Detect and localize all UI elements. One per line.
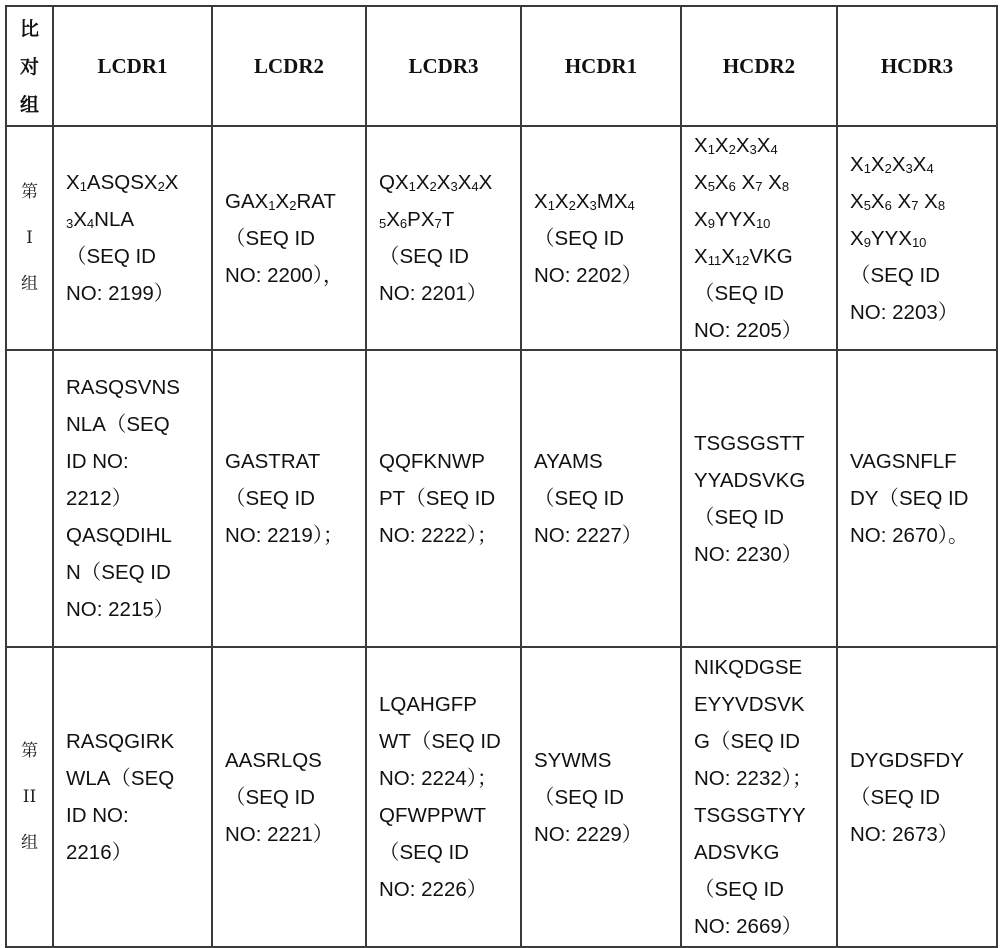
sequence-line: 2216） — [66, 841, 133, 864]
group-label-cell — [6, 126, 53, 350]
sequence-line: NO: 2222）； — [379, 524, 498, 547]
sequence-line: ADSVKG — [694, 841, 780, 864]
header-char: 组 — [19, 94, 39, 116]
sequence-line: $X_{11}X_{12}VKG$ — [694, 245, 793, 268]
sequence-line: NO: 2202） — [534, 263, 643, 287]
table-row — [6, 350, 997, 647]
group-label-char: 组 — [21, 833, 38, 853]
sequence-line: $GAX_1X_2RAT$ — [225, 189, 336, 213]
header-comparison-group — [6, 6, 53, 126]
sequence-line: NO: 2224）； — [379, 767, 498, 790]
cell-hcdr1 — [521, 350, 681, 647]
sequence-line: LQAHGFP — [379, 693, 477, 716]
sequence-line: NO: 2221） — [225, 822, 334, 846]
sequence-line: （SEQ ID — [225, 487, 315, 510]
sequence-line: TSGSGSTT — [694, 431, 805, 455]
cell-lcdr2 — [212, 647, 366, 947]
sequence-line: AASRLQS — [225, 748, 322, 772]
sequence-line: （SEQ ID — [534, 226, 624, 250]
sequence-line: NO: 2203） — [850, 300, 959, 324]
cell-lcdr1 — [53, 126, 212, 350]
group-label-cell — [6, 647, 53, 947]
header-char: 对 — [19, 56, 39, 78]
sequence-line: NIKQDGSE — [694, 656, 803, 679]
sequence-line: （SEQ ID — [379, 245, 469, 268]
sequence-line: NO: 2219）； — [225, 524, 344, 547]
sequence-line: WT（SEQ ID — [379, 730, 501, 753]
sequence-line: QQFKNWP — [379, 450, 485, 473]
cdr-comparison-table — [5, 5, 998, 948]
sequence-line: NO: 2670）。 — [850, 524, 969, 547]
cell-hcdr1 — [521, 126, 681, 350]
sequence-line: RASQGIRK — [66, 730, 175, 753]
sequence-line: （SEQ ID — [379, 841, 469, 864]
sequence-line: （SEQ ID — [66, 245, 156, 268]
sequence-line: TSGSGTYY — [694, 804, 806, 827]
group-label-char: 第 — [21, 182, 38, 202]
sequence-line: NO: 2232）； — [694, 767, 813, 790]
sequence-line: NO: 2215） — [66, 598, 175, 621]
sequence-line: DYGDSFDY — [850, 748, 964, 772]
sequence-line: YYADSVKG — [694, 468, 806, 492]
sequence-line: （SEQ ID — [694, 282, 784, 305]
sequence-line: $X_5X_6$ $X_7$ $X_8$ — [850, 189, 946, 213]
sequence-line: NO: 2230） — [694, 542, 803, 566]
cell-hcdr3 — [837, 126, 997, 350]
cell-lcdr1 — [53, 350, 212, 647]
sequence-line: （SEQ ID — [694, 878, 784, 901]
sequence-line: NO: 2227） — [534, 524, 643, 547]
sequence-line: SYWMS — [534, 748, 612, 772]
sequence-line: 2212） — [66, 487, 133, 510]
header-hcdr1: HCDR1 — [521, 6, 681, 126]
sequence-line: $QX_1X_2X_3X_4X$ — [379, 171, 493, 194]
sequence-line: （SEQ ID — [534, 785, 624, 809]
sequence-line: （SEQ ID — [850, 263, 940, 287]
cell-hcdr2 — [681, 126, 837, 350]
sequence-line: （SEQ ID — [850, 785, 940, 809]
group-label-char: I — [26, 228, 33, 248]
sequence-line: NO: 2229） — [534, 822, 643, 846]
sequence-line: $X_9YYX_{10}$ — [850, 226, 927, 250]
sequence-line: WLA（SEQ — [66, 767, 175, 790]
sequence-line: N（SEQ ID — [66, 561, 171, 584]
sequence-line: PT（SEQ ID — [379, 487, 496, 510]
cell-hcdr3 — [837, 350, 997, 647]
header-char: 比 — [19, 18, 39, 40]
group-label-char: 组 — [21, 274, 38, 294]
sequence-line: $_3X_4NLA$ — [66, 208, 135, 231]
sequence-line: $X_1X_2X_3X_4$ — [850, 152, 934, 176]
group-label-char: II — [22, 787, 37, 807]
cell-lcdr2 — [212, 126, 366, 350]
sequence-line: NO: 2673） — [850, 822, 959, 846]
sequence-line: AYAMS — [534, 450, 603, 473]
cell-hcdr3 — [837, 647, 997, 947]
sequence-line: EYYVDSVK — [694, 693, 805, 716]
cell-lcdr3 — [366, 647, 521, 947]
sequence-line: ID NO: — [66, 450, 129, 473]
sequence-line: NO: 2669） — [694, 915, 803, 938]
sequence-line: （SEQ ID — [694, 505, 784, 529]
sequence-line: RASQSVNS — [66, 376, 180, 399]
cell-hcdr2 — [681, 647, 837, 947]
sequence-line: （SEQ ID — [225, 785, 315, 809]
group-label-char: 第 — [21, 741, 38, 761]
sequence-line: $_5X_6PX_7T$ — [379, 208, 455, 231]
sequence-line: $X_9YYX_{10}$ — [694, 208, 771, 231]
sequence-line: QASQDIHL — [66, 524, 172, 547]
cell-hcdr1 — [521, 647, 681, 947]
header-lcdr3: LCDR3 — [366, 6, 521, 126]
sequence-line: NO: 2200）， — [225, 263, 344, 287]
cell-lcdr1 — [53, 647, 212, 947]
sequence-line: NO: 2201） — [379, 282, 488, 305]
sequence-line: NO: 2199） — [66, 282, 175, 305]
cell-hcdr2 — [681, 350, 837, 647]
sequence-line: G（SEQ ID — [694, 730, 800, 753]
sequence-line: $X_1X_2X_3MX_4$ — [534, 189, 635, 213]
header-hcdr3: HCDR3 — [837, 6, 997, 126]
sequence-line: ID NO: — [66, 804, 129, 827]
cell-lcdr2 — [212, 350, 366, 647]
table-row — [6, 126, 997, 350]
group-label-cell — [6, 350, 53, 647]
sequence-line: VAGSNFLF — [850, 450, 957, 473]
sequence-line: DY（SEQ ID — [850, 487, 969, 510]
cell-lcdr3 — [366, 126, 521, 350]
sequence-line: GASTRAT — [225, 450, 321, 473]
header-lcdr2: LCDR2 — [212, 6, 366, 126]
cell-lcdr3 — [366, 350, 521, 647]
header-hcdr2: HCDR2 — [681, 6, 837, 126]
sequence-line: NO: 2226） — [379, 878, 488, 901]
sequence-line: $X_1ASQSX_2X$ — [66, 171, 179, 194]
sequence-line: （SEQ ID — [534, 487, 624, 510]
sequence-line: NLA（SEQ — [66, 413, 170, 436]
header-row — [6, 6, 997, 126]
sequence-line: （SEQ ID — [225, 226, 315, 250]
header-lcdr1: LCDR1 — [53, 6, 212, 126]
sequence-line: $X_5X_6$ $X_7$ $X_8$ — [694, 171, 790, 194]
sequence-line: NO: 2205） — [694, 319, 803, 342]
sequence-line: QFWPPWT — [379, 804, 487, 827]
sequence-line: $X_1X_2X_3X_4$ — [694, 134, 778, 157]
table-row — [6, 647, 997, 947]
